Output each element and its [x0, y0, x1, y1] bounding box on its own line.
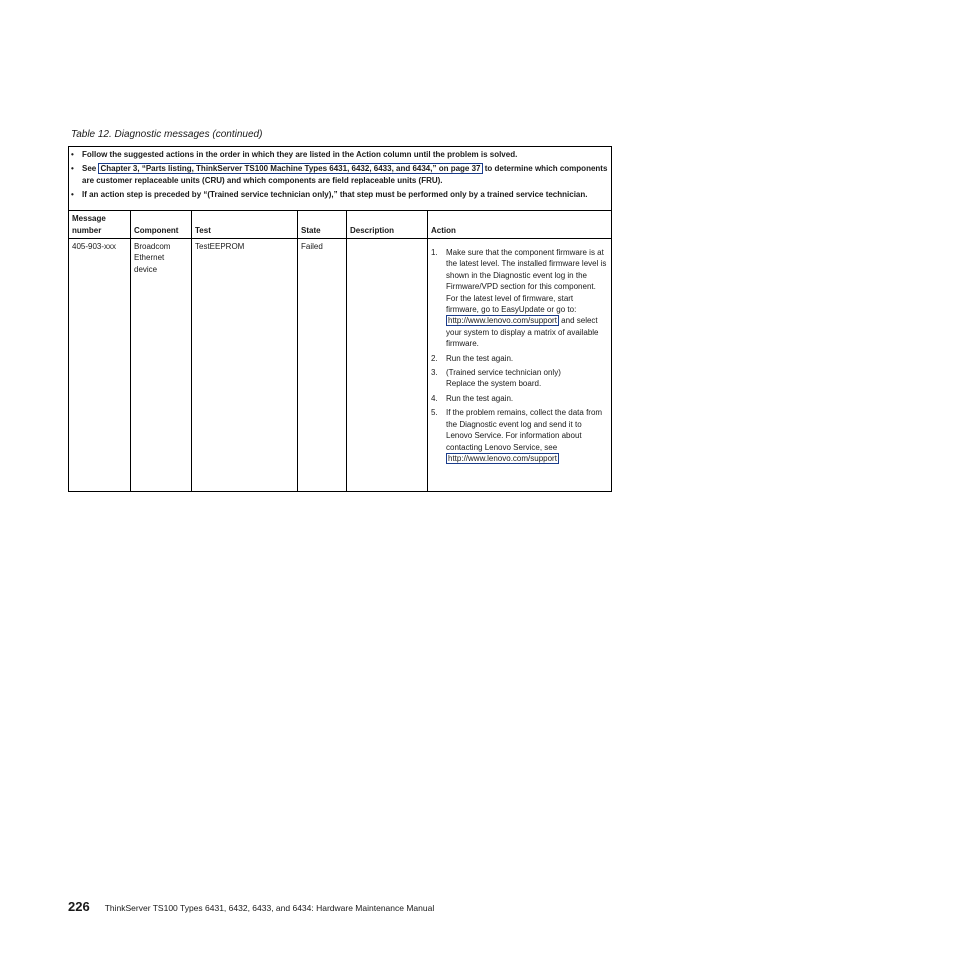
- bullet-icon: •: [71, 164, 74, 174]
- page-number: 226: [68, 899, 90, 914]
- cell-description: [347, 239, 428, 492]
- note-item: [71, 163, 608, 186]
- header-description: Description: [347, 211, 428, 239]
- header-state: State: [298, 211, 347, 239]
- action-step: 1. Make sure that the component firmware is at the latest level. The installed firmware level is shown in the Diagnostic event log in the Firmware/VPD section for this component. For the latest level of firmware, start firmware, go to EasyUpdate or go to: http://www.lenovo.com/support and select your system to display a matrix of available firmware.: [431, 248, 607, 349]
- lenovo-support-link[interactable]: http://www.lenovo.com/support: [448, 316, 557, 326]
- note-prefix: See: [82, 164, 99, 174]
- manual-title: ThinkServer TS100 Types 6431, 6432, 6433, and 6434: Hardware Maintenance Manual: [104, 903, 435, 913]
- header-component: Component: [131, 211, 192, 239]
- cell-message-number: 405-903-xxx: [69, 239, 131, 492]
- note-item: [71, 149, 608, 160]
- header-test: Test: [192, 211, 298, 239]
- page-footer: [68, 899, 434, 914]
- note-suffix: to determine which components are customer replaceable units (CRU) and which components are field replaceable units (FRU).: [82, 164, 608, 185]
- table-caption: Table 12. Diagnostic messages (continued): [71, 129, 263, 140]
- header-action: Action: [428, 211, 612, 239]
- lenovo-support-link[interactable]: http://www.lenovo.com/support: [448, 453, 557, 463]
- action-step: 3. (Trained service technician only) Replace the system board.: [431, 368, 561, 389]
- header-row: [69, 211, 612, 239]
- note-text: Follow the suggested actions in the order in which they are listed in the Action column until the problem is solved.: [82, 150, 518, 159]
- note-item: [71, 189, 608, 200]
- table-notes: [69, 147, 612, 211]
- bullet-icon: •: [71, 190, 74, 200]
- cell-component: Broadcom Ethernet device: [131, 239, 192, 492]
- note-text: If an action step is preceded by “(Trained service technician only),” that step must be performed only by a trained service technician.: [82, 190, 588, 200]
- table-row: [69, 239, 612, 492]
- action-step: 5. If the problem remains, collect the data from the Diagnostic event log and send it to Lenovo Service. For information about contacting Lenovo Service, see http://www.lenovo.com/support: [431, 408, 603, 463]
- cell-state: Failed: [298, 239, 347, 492]
- action-step: 2. Run the test again.: [431, 353, 514, 363]
- action-list: [431, 247, 608, 464]
- diagnostic-messages-table: [68, 146, 612, 492]
- action-step: 4. Run the test again.: [431, 393, 514, 403]
- header-message-number: Message number: [69, 211, 131, 239]
- cell-action: [428, 239, 612, 492]
- note-text: [82, 163, 608, 186]
- chapter-3-link[interactable]: Chapter 3, “Parts listing, ThinkServer TS100 Machine Types 6431, 6432, 6433, and 6434,” on page 37: [100, 164, 481, 174]
- bullet-icon: •: [71, 150, 74, 159]
- cell-test: TestEEPROM: [192, 239, 298, 492]
